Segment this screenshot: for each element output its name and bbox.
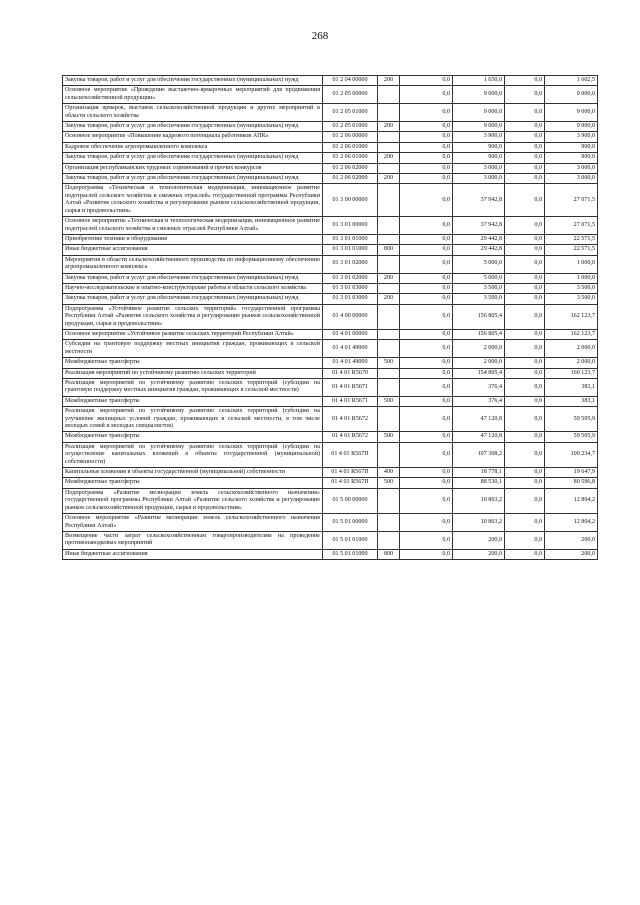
row-value-2-cell: 18 778,1 — [453, 468, 505, 478]
row-value-4-cell: 200,0 — [545, 549, 598, 559]
row-value-3-cell: 0,0 — [505, 234, 545, 244]
row-code-cell: 01 2 04 00000 — [323, 76, 378, 86]
row-value-2-cell: 9 000,0 — [453, 104, 505, 122]
row-value-3-cell: 0,0 — [505, 478, 545, 488]
table-row — [63, 245, 598, 255]
row-value-3-cell: 0,0 — [505, 294, 545, 304]
row-value-3-cell: 0,0 — [505, 76, 545, 86]
row-value-3-cell: 0,0 — [505, 104, 545, 122]
row-code-cell: 01 3 01 01000 — [323, 234, 378, 244]
row-expense-type-cell — [378, 488, 400, 513]
row-value-2-cell: 376,4 — [453, 379, 505, 397]
row-value-1-cell: 0,0 — [400, 132, 453, 142]
row-value-1-cell: 0,0 — [400, 153, 453, 163]
row-value-3-cell: 0,0 — [505, 531, 545, 549]
row-name-cell: Подпрограмма «Развитие мелиорации земель сельскохозяйственного назначения» государственной программы Республики Алтай «Развитие сельского хозяйства и регулирование рынков сельскохозяйственной продукции, сырья и продовольствия» — [63, 488, 323, 513]
row-value-1-cell: 0,0 — [400, 234, 453, 244]
row-name-cell: Межбюджетные трансферты — [63, 432, 323, 442]
row-expense-type-cell: 500 — [378, 396, 400, 406]
row-value-3-cell: 0,0 — [505, 407, 545, 432]
row-value-3-cell: 0,0 — [505, 549, 545, 559]
row-name-cell: Основное мероприятие «Проведение выставочно-ярмарочных мероприятий для продвижения сельскохозяйственной продукции» — [63, 86, 323, 104]
row-value-3-cell: 0,0 — [505, 396, 545, 406]
row-value-3-cell: 0,0 — [505, 432, 545, 442]
table-row — [63, 488, 598, 513]
row-value-1-cell: 0,0 — [400, 514, 453, 532]
row-expense-type-cell — [378, 379, 400, 397]
row-value-4-cell: 3 000,0 — [545, 174, 598, 184]
row-value-3-cell: 0,0 — [505, 442, 545, 467]
row-value-1-cell: 0,0 — [400, 184, 453, 217]
row-name-cell: Реализация мероприятий по устойчивому развитию сельских территорий (субсидии на осуществление капитальных вложений в объекты государственной (муниципальной) собственности) — [63, 442, 323, 467]
table-row — [63, 407, 598, 432]
row-value-3-cell: 0,0 — [505, 163, 545, 173]
table-row — [63, 163, 598, 173]
row-value-3-cell: 0,0 — [505, 340, 545, 358]
row-value-3-cell: 0,0 — [505, 132, 545, 142]
row-value-2-cell: 156 805,4 — [453, 304, 505, 329]
row-value-4-cell: 9 000,0 — [545, 104, 598, 122]
row-value-3-cell: 0,0 — [505, 379, 545, 397]
row-value-1-cell: 0,0 — [400, 273, 453, 283]
row-value-3-cell: 0,0 — [505, 86, 545, 104]
table-row — [63, 153, 598, 163]
row-value-1-cell: 0,0 — [400, 329, 453, 339]
table-row — [63, 294, 598, 304]
row-value-1-cell: 0,0 — [400, 379, 453, 397]
table-row — [63, 217, 598, 235]
row-value-4-cell: 3 500,0 — [545, 283, 598, 293]
row-value-3-cell: 0,0 — [505, 358, 545, 368]
row-value-4-cell: 160 123,7 — [545, 368, 598, 378]
row-value-2-cell: 154 805,4 — [453, 368, 505, 378]
row-code-cell: 01 4 01 00000 — [323, 329, 378, 339]
row-value-2-cell: 2 000,0 — [453, 358, 505, 368]
row-name-cell: Закупка товаров, работ и услуг для обеспечения государственных (муниципальных) нужд — [63, 122, 323, 132]
row-value-4-cell: 2 000,0 — [545, 340, 598, 358]
row-name-cell: Основное мероприятие «Устойчивое развитие сельских территорий Республики Алтай» — [63, 329, 323, 339]
row-name-cell: Межбюджетные трансферты — [63, 396, 323, 406]
row-expense-type-cell — [378, 340, 400, 358]
row-code-cell: 01 4 01 R5672 — [323, 407, 378, 432]
row-value-2-cell: 47 120,8 — [453, 407, 505, 432]
row-expense-type-cell — [378, 132, 400, 142]
row-name-cell: Кадровое обеспечение агропромышленного комплекса — [63, 142, 323, 152]
table-row — [63, 76, 598, 86]
table-row — [63, 234, 598, 244]
row-code-cell: 01 2 06 01000 — [323, 142, 378, 152]
row-value-4-cell: 27 071,5 — [545, 217, 598, 235]
row-name-cell: Иные бюджетные ассигнования — [63, 549, 323, 559]
row-expense-type-cell — [378, 442, 400, 467]
row-expense-type-cell: 200 — [378, 294, 400, 304]
budget-table — [62, 75, 598, 560]
row-code-cell: 01 4 01 R5670 — [323, 368, 378, 378]
row-value-1-cell: 0,0 — [400, 407, 453, 432]
table-row — [63, 514, 598, 532]
row-code-cell: 01 4 01 R5671 — [323, 396, 378, 406]
table-row — [63, 368, 598, 378]
row-expense-type-cell — [378, 531, 400, 549]
row-expense-type-cell: 500 — [378, 478, 400, 488]
row-expense-type-cell: 200 — [378, 153, 400, 163]
row-expense-type-cell: 200 — [378, 122, 400, 132]
table-row — [63, 184, 598, 217]
row-value-1-cell: 0,0 — [400, 142, 453, 152]
row-code-cell: 01 2 05 01000 — [323, 104, 378, 122]
table-row — [63, 132, 598, 142]
row-value-4-cell: 9 000,0 — [545, 86, 598, 104]
row-code-cell: 01 3 01 00000 — [323, 217, 378, 235]
row-value-4-cell: 12 804,2 — [545, 488, 598, 513]
row-expense-type-cell: 800 — [378, 549, 400, 559]
row-expense-type-cell — [378, 142, 400, 152]
row-value-2-cell: 1 650,0 — [453, 76, 505, 86]
row-code-cell: 01 3 01 03000 — [323, 294, 378, 304]
row-name-cell: Возмещение части затрат сельскохозяйственным товаропроизводителям на проведение противопаводковых мероприятий — [63, 531, 323, 549]
row-value-1-cell: 0,0 — [400, 442, 453, 467]
row-name-cell: Закупка товаров, работ и услуг для обеспечения государственных (муниципальных) нужд — [63, 153, 323, 163]
row-expense-type-cell — [378, 184, 400, 217]
row-name-cell: Подпрограмма «Техническая и технологическая модернизация, инновационное развитие подотраслей сельского хозяйства и смежных отраслей» государственной программы Республики Алтай «Развитие сельского хозяйства и регулирование рынков сельскохозяйственной продукции, сырья и продовольствия» — [63, 184, 323, 217]
row-name-cell: Основное мероприятие «Техническая и технологическая модернизация, инновационное развитие подотраслей сельского хозяйства и смежных отраслей Республики Алтай» — [63, 217, 323, 235]
table-row — [63, 358, 598, 368]
row-expense-type-cell — [378, 514, 400, 532]
row-expense-type-cell — [378, 217, 400, 235]
row-value-2-cell: 29 442,8 — [453, 245, 505, 255]
row-name-cell: Закупка товаров, работ и услуг для обеспечения государственных (муниципальных) нужд — [63, 294, 323, 304]
row-value-1-cell: 0,0 — [400, 478, 453, 488]
row-expense-type-cell — [378, 255, 400, 273]
row-value-3-cell: 0,0 — [505, 488, 545, 513]
row-code-cell: 01 4 01 49000 — [323, 340, 378, 358]
row-value-1-cell: 0,0 — [400, 86, 453, 104]
row-value-2-cell: 200,0 — [453, 531, 505, 549]
row-value-1-cell: 0,0 — [400, 549, 453, 559]
row-value-4-cell: 162 123,7 — [545, 329, 598, 339]
row-code-cell: 01 5 01 00000 — [323, 514, 378, 532]
row-value-3-cell: 0,0 — [505, 184, 545, 217]
row-value-4-cell: 22 571,5 — [545, 234, 598, 244]
row-name-cell: Мероприятия в области сельскохозяйственного производства по информационному обеспечению агропромышленного комплекса — [63, 255, 323, 273]
row-value-2-cell: 376,4 — [453, 396, 505, 406]
row-code-cell: 01 3 01 03000 — [323, 283, 378, 293]
row-value-4-cell: 900,0 — [545, 153, 598, 163]
row-expense-type-cell — [378, 234, 400, 244]
row-expense-type-cell — [378, 283, 400, 293]
table-row — [63, 273, 598, 283]
row-expense-type-cell: 400 — [378, 468, 400, 478]
row-name-cell: Реализация мероприятий по устойчивому развитию сельских территорий (субсидии на улучшение жилищных условий граждан, проживающих в сельской местности, в том числе молодых семей и молодых специалистов) — [63, 407, 323, 432]
row-value-2-cell: 9 000,0 — [453, 86, 505, 104]
row-expense-type-cell — [378, 104, 400, 122]
row-value-4-cell: 3 500,0 — [545, 294, 598, 304]
row-code-cell: 01 2 06 00000 — [323, 132, 378, 142]
row-code-cell: 01 2 06 02000 — [323, 174, 378, 184]
row-value-1-cell: 0,0 — [400, 122, 453, 132]
table-row — [63, 396, 598, 406]
table-row — [63, 255, 598, 273]
table-row — [63, 478, 598, 488]
row-code-cell: 01 4 01 R567П — [323, 468, 378, 478]
table-row — [63, 104, 598, 122]
row-expense-type-cell — [378, 407, 400, 432]
row-value-4-cell: 100 234,7 — [545, 442, 598, 467]
row-value-3-cell: 0,0 — [505, 283, 545, 293]
row-value-1-cell: 0,0 — [400, 245, 453, 255]
row-name-cell: Научно-исследовательские и опытно-конструкторские работы в области сельского хозяйства — [63, 283, 323, 293]
row-value-1-cell: 0,0 — [400, 358, 453, 368]
table-row — [63, 329, 598, 339]
table-row — [63, 304, 598, 329]
row-value-3-cell: 0,0 — [505, 122, 545, 132]
row-value-1-cell: 0,0 — [400, 255, 453, 273]
row-value-2-cell: 10 863,2 — [453, 488, 505, 513]
row-value-2-cell: 2 000,0 — [453, 340, 505, 358]
row-name-cell: Основное мероприятие «Повышение кадрового потенциала работников АПК» — [63, 132, 323, 142]
row-value-3-cell: 0,0 — [505, 255, 545, 273]
row-value-2-cell: 37 942,8 — [453, 217, 505, 235]
row-name-cell: Организация республиканских трудовых соревнований и прочих конкурсов — [63, 163, 323, 173]
row-code-cell: 01 3 01 02000 — [323, 255, 378, 273]
table-row — [63, 86, 598, 104]
row-value-2-cell: 5 000,0 — [453, 273, 505, 283]
row-value-2-cell: 5 000,0 — [453, 255, 505, 273]
row-name-cell: Межбюджетные трансферты — [63, 358, 323, 368]
row-code-cell: 01 2 05 00000 — [323, 86, 378, 104]
row-value-1-cell: 0,0 — [400, 396, 453, 406]
row-value-4-cell: 59 505,9 — [545, 432, 598, 442]
row-name-cell: Закупка товаров, работ и услуг для обеспечения государственных (муниципальных) нужд — [63, 76, 323, 86]
row-name-cell: Субсидии на грантовую поддержку местных инициатив граждан, проживающих в сельской местности — [63, 340, 323, 358]
row-name-cell: Закупка товаров, работ и услуг для обеспечения государственных (муниципальных) нужд — [63, 273, 323, 283]
row-value-3-cell: 0,0 — [505, 142, 545, 152]
row-name-cell: Основное мероприятие «Развитие мелиорации земель сельскохозяйственного назначения Республики Алтай» — [63, 514, 323, 532]
row-expense-type-cell: 200 — [378, 174, 400, 184]
row-value-4-cell: 1 000,0 — [545, 273, 598, 283]
row-value-3-cell: 0,0 — [505, 514, 545, 532]
row-value-1-cell: 0,0 — [400, 163, 453, 173]
row-value-4-cell: 2 000,0 — [545, 358, 598, 368]
row-value-2-cell: 47 120,8 — [453, 432, 505, 442]
row-code-cell: 01 3 01 01000 — [323, 245, 378, 255]
row-value-4-cell: 80 586,8 — [545, 478, 598, 488]
row-value-1-cell: 0,0 — [400, 104, 453, 122]
row-code-cell: 01 4 01 R567П — [323, 442, 378, 467]
row-expense-type-cell — [378, 304, 400, 329]
row-code-cell: 01 3 00 00000 — [323, 184, 378, 217]
row-name-cell: Закупка товаров, работ и услуг для обеспечения государственных (муниципальных) нужд — [63, 174, 323, 184]
table-row — [63, 283, 598, 293]
row-name-cell: Капитальные вложения в объекты государственной (муниципальной) собственности — [63, 468, 323, 478]
row-expense-type-cell — [378, 163, 400, 173]
table-row — [63, 340, 598, 358]
row-expense-type-cell: 500 — [378, 358, 400, 368]
row-value-2-cell: 88 530,1 — [453, 478, 505, 488]
row-name-cell: Реализация мероприятий по устойчивому развитию сельских территорий (субсидии на грантовую поддержку местных инициатив граждан, проживающих в сельской местности) — [63, 379, 323, 397]
row-value-4-cell: 1 602,5 — [545, 76, 598, 86]
row-value-3-cell: 0,0 — [505, 468, 545, 478]
table-row — [63, 379, 598, 397]
row-expense-type-cell: 200 — [378, 76, 400, 86]
table-row — [63, 468, 598, 478]
row-code-cell: 01 4 00 00000 — [323, 304, 378, 329]
row-value-2-cell: 29 442,8 — [453, 234, 505, 244]
table-row — [63, 174, 598, 184]
row-name-cell: Приобретение техники и оборудования — [63, 234, 323, 244]
row-value-3-cell: 0,0 — [505, 329, 545, 339]
row-value-2-cell: 37 942,8 — [453, 184, 505, 217]
row-value-1-cell: 0,0 — [400, 217, 453, 235]
row-expense-type-cell — [378, 86, 400, 104]
table-row — [63, 549, 598, 559]
table-body — [63, 76, 598, 560]
row-code-cell: 01 4 01 R5672 — [323, 432, 378, 442]
row-value-4-cell: 162 123,7 — [545, 304, 598, 329]
row-value-4-cell: 19 647,9 — [545, 468, 598, 478]
row-code-cell: 01 5 01 01000 — [323, 531, 378, 549]
row-value-2-cell: 900,0 — [453, 153, 505, 163]
row-code-cell: 01 4 01 R5671 — [323, 379, 378, 397]
row-value-1-cell: 0,0 — [400, 174, 453, 184]
row-value-4-cell: 900,0 — [545, 142, 598, 152]
row-code-cell: 01 2 05 01000 — [323, 122, 378, 132]
row-name-cell: Реализация мероприятий по устойчивому развитию сельских территорий — [63, 368, 323, 378]
row-expense-type-cell — [378, 368, 400, 378]
row-value-4-cell: 3 000,0 — [545, 163, 598, 173]
row-value-3-cell: 0,0 — [505, 304, 545, 329]
row-value-4-cell: 1 000,0 — [545, 255, 598, 273]
row-value-4-cell: 3 900,0 — [545, 132, 598, 142]
row-value-1-cell: 0,0 — [400, 468, 453, 478]
row-value-1-cell: 0,0 — [400, 340, 453, 358]
row-value-4-cell: 383,1 — [545, 379, 598, 397]
row-value-1-cell: 0,0 — [400, 488, 453, 513]
table-row — [63, 432, 598, 442]
row-value-2-cell: 900,0 — [453, 142, 505, 152]
row-value-2-cell: 3 000,0 — [453, 163, 505, 173]
row-code-cell: 01 4 01 R567П — [323, 478, 378, 488]
row-code-cell: 01 2 06 01000 — [323, 153, 378, 163]
row-value-4-cell: 200,0 — [545, 531, 598, 549]
table-row — [63, 122, 598, 132]
row-value-2-cell: 156 805,4 — [453, 329, 505, 339]
row-value-4-cell: 22 571,5 — [545, 245, 598, 255]
row-value-3-cell: 0,0 — [505, 273, 545, 283]
row-name-cell: Организация ярмарок, выставок сельскохозяйственной продукции и других мероприятий в области сельского хозяйства — [63, 104, 323, 122]
row-value-3-cell: 0,0 — [505, 245, 545, 255]
row-value-2-cell: 3 500,0 — [453, 294, 505, 304]
row-value-1-cell: 0,0 — [400, 432, 453, 442]
row-code-cell: 01 5 01 01000 — [323, 549, 378, 559]
row-value-4-cell: 383,1 — [545, 396, 598, 406]
row-name-cell: Межбюджетные трансферты — [63, 478, 323, 488]
row-value-3-cell: 0,0 — [505, 217, 545, 235]
row-value-1-cell: 0,0 — [400, 294, 453, 304]
row-value-2-cell: 3 500,0 — [453, 283, 505, 293]
row-value-2-cell: 200,0 — [453, 549, 505, 559]
row-value-1-cell: 0,0 — [400, 76, 453, 86]
row-value-4-cell: 9 000,0 — [545, 122, 598, 132]
row-name-cell: Подпрограмма «Устойчивое развитие сельских территорий» государственной программы Республики Алтай «Развитие сельского хозяйства и регулирование рынков сельскохозяйственной продукции, сырья и продовольствия» — [63, 304, 323, 329]
table-row — [63, 531, 598, 549]
row-name-cell: Иные бюджетные ассигнования — [63, 245, 323, 255]
row-code-cell: 01 2 06 02000 — [323, 163, 378, 173]
row-code-cell: 01 4 01 49000 — [323, 358, 378, 368]
row-value-3-cell: 0,0 — [505, 153, 545, 163]
page-number: 268 — [311, 30, 329, 42]
row-value-1-cell: 0,0 — [400, 283, 453, 293]
row-expense-type-cell: 500 — [378, 432, 400, 442]
row-value-1-cell: 0,0 — [400, 531, 453, 549]
row-value-2-cell: 107 308,2 — [453, 442, 505, 467]
row-code-cell: 01 5 00 00000 — [323, 488, 378, 513]
row-value-1-cell: 0,0 — [400, 368, 453, 378]
row-expense-type-cell: 200 — [378, 273, 400, 283]
table-row — [63, 442, 598, 467]
row-value-4-cell: 59 505,9 — [545, 407, 598, 432]
row-value-2-cell: 3 000,0 — [453, 174, 505, 184]
row-value-1-cell: 0,0 — [400, 304, 453, 329]
row-value-2-cell: 3 900,0 — [453, 132, 505, 142]
table-row — [63, 142, 598, 152]
row-expense-type-cell: 800 — [378, 245, 400, 255]
row-value-3-cell: 0,0 — [505, 368, 545, 378]
row-value-4-cell: 12 804,2 — [545, 514, 598, 532]
row-expense-type-cell — [378, 329, 400, 339]
row-value-2-cell: 9 000,0 — [453, 122, 505, 132]
row-value-2-cell: 10 863,2 — [453, 514, 505, 532]
row-value-4-cell: 27 071,5 — [545, 184, 598, 217]
row-value-3-cell: 0,0 — [505, 174, 545, 184]
row-code-cell: 01 3 01 02000 — [323, 273, 378, 283]
